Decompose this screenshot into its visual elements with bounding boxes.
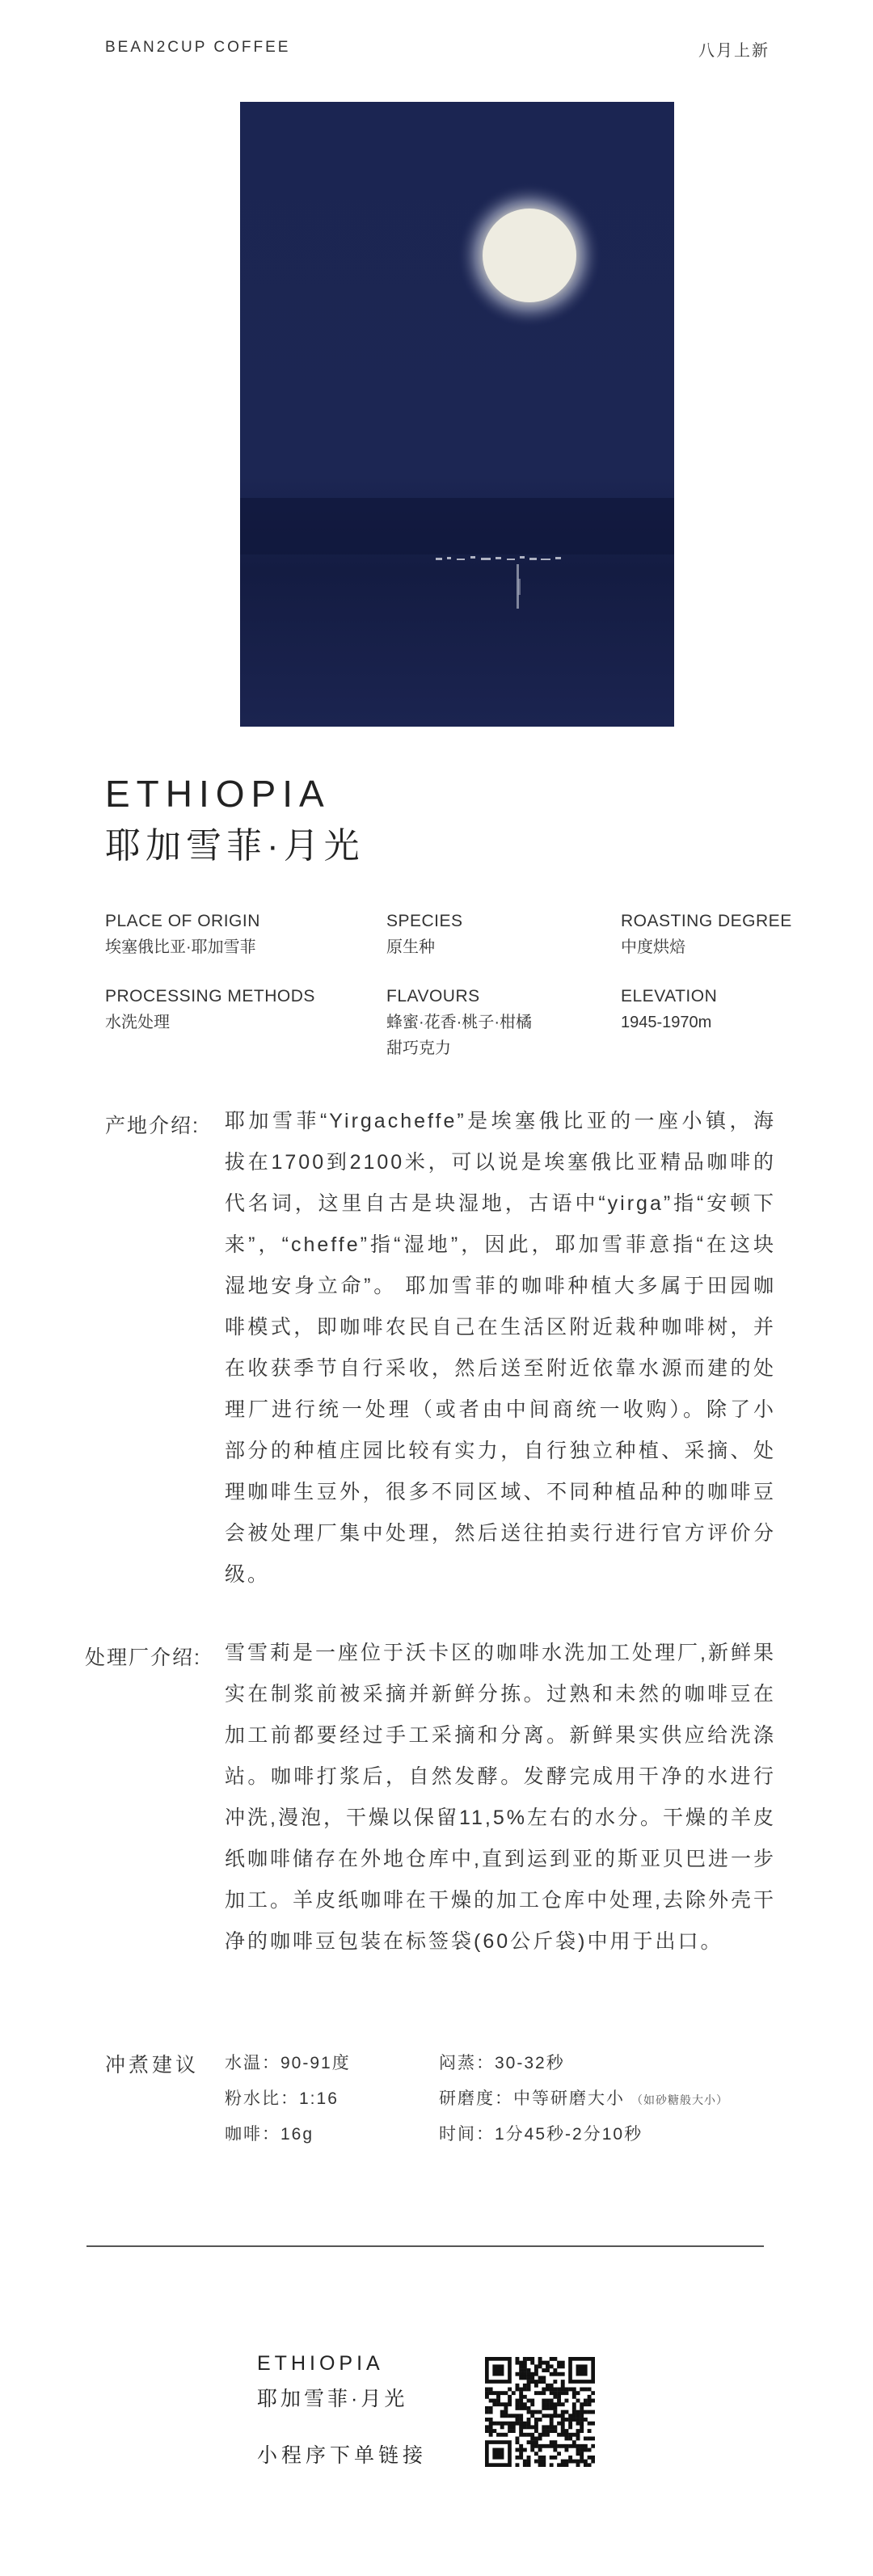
brew-ratio: 粉水比：1:16 bbox=[225, 2089, 339, 2108]
factory-intro-label: 处理厂介绍: bbox=[85, 1646, 201, 1669]
spec-flavours-label: FLAVOURS bbox=[386, 987, 480, 1006]
spec-roast-label: ROASTING DEGREE bbox=[621, 912, 792, 930]
brew-coffee: 咖啡：16g bbox=[225, 2125, 314, 2144]
brand-name: BEAN2CUP COFFEE bbox=[105, 39, 291, 56]
spec-origin-value: 埃塞俄比亚·耶加雪菲 bbox=[105, 938, 256, 956]
spec-species-value: 原生种 bbox=[386, 938, 435, 956]
spec-process-label: PROCESSING METHODS bbox=[105, 987, 315, 1006]
spec-flavours-value-2: 甜巧克力 bbox=[386, 1039, 451, 1057]
qr-code-icon[interactable] bbox=[485, 2357, 595, 2467]
origin-intro-label: 产地介绍: bbox=[105, 1115, 200, 1137]
spec-roast bbox=[621, 909, 792, 960]
spec-process bbox=[105, 984, 315, 1035]
spec-elevation bbox=[621, 984, 717, 1035]
brew-water-temp: 水温：90-91度 bbox=[225, 2054, 351, 2072]
spec-flavours bbox=[386, 984, 532, 1061]
spec-species-label: SPECIES bbox=[386, 912, 463, 930]
spec-elevation-value: 1945-1970m bbox=[621, 1014, 712, 1031]
spec-roast-value: 中度烘焙 bbox=[621, 938, 685, 956]
brew-grind bbox=[439, 2085, 728, 2110]
brewing-label: 冲煮建议 bbox=[105, 2054, 200, 2076]
footer-title-en: ETHIOPIA bbox=[257, 2352, 384, 2375]
moonlight-artwork bbox=[240, 102, 674, 727]
spec-flavours-value: 蜂蜜·花香·桃子·柑橘 bbox=[386, 1014, 532, 1031]
section-divider bbox=[86, 2245, 764, 2247]
spec-process-value: 水洗处理 bbox=[105, 1014, 170, 1031]
brew-grind-note: （如砂糖般大小） bbox=[631, 2093, 728, 2106]
brew-time: 时间：1分45秒-2分10秒 bbox=[439, 2125, 643, 2144]
spec-origin bbox=[105, 909, 260, 960]
brew-grind-text: 研磨度：中等研磨大小 bbox=[439, 2089, 625, 2108]
factory-intro-text: 雪雪莉是一座位于沃卡区的咖啡水洗加工处理厂,新鲜果实在制浆前被采摘并新鲜分拣。过熟和未然的咖啡豆在加工前都要经过手工采摘和分离。新鲜果实供应给洗涤站。咖啡打浆后，自然发酵。发酵完成用干净的水进行冲洗,漫泡，干燥以保留11,5%左右的水分。干燥的羊皮纸咖啡储存在外地仓库中,直到运到亚的斯亚贝巴进一步加工。羊皮纸咖啡在干燥的加工仓库中处理,去除外壳干净的咖啡豆包装在标签袋(60公斤袋)中用于出口。 bbox=[225, 1642, 776, 1953]
brew-bloom: 闷蒸：30-32秒 bbox=[439, 2054, 565, 2072]
mini-program-link[interactable]: 小程序下单链接 bbox=[257, 2444, 428, 2467]
spec-origin-label: PLACE OF ORIGIN bbox=[105, 912, 260, 930]
spec-elevation-label: ELEVATION bbox=[621, 987, 718, 1006]
coffee-title-cn: 耶加雪菲·月光 bbox=[105, 826, 365, 866]
coffee-title-en: ETHIOPIA bbox=[105, 773, 331, 815]
spec-species bbox=[386, 909, 463, 960]
new-arrival-tag: 八月上新 bbox=[698, 42, 770, 60]
footer-title-cn: 耶加雪菲·月光 bbox=[257, 2388, 408, 2410]
origin-intro-text: 耶加雪菲“Yirgacheffe”是埃塞俄比亚的一座小镇，海拔在1700到2100米，可以说是埃塞俄比亚精品咖啡的代名词，这里自古是块湿地，古语中“yirga”指“安顿下来”，“cheffe”指“湿地”，因此，耶加雪菲意指“在这块湿地安身立命”。 耶加雪菲的咖啡种植大多属于田园咖啡模式，即咖啡农民自己在生活区附近栽种咖啡树，并在收获季节自行采收，然后送至附近依靠水源而建的处理厂进行统一处理（或者由中间商统一收购）。除了小部分的种植庄园比较有实力，自行独立种植、采摘、处理咖啡生豆外，很多不同区域、不同种植品种的咖啡豆会被处理厂集中处理，然后送往拍卖行进行官方评价分级。 bbox=[225, 1110, 776, 1586]
